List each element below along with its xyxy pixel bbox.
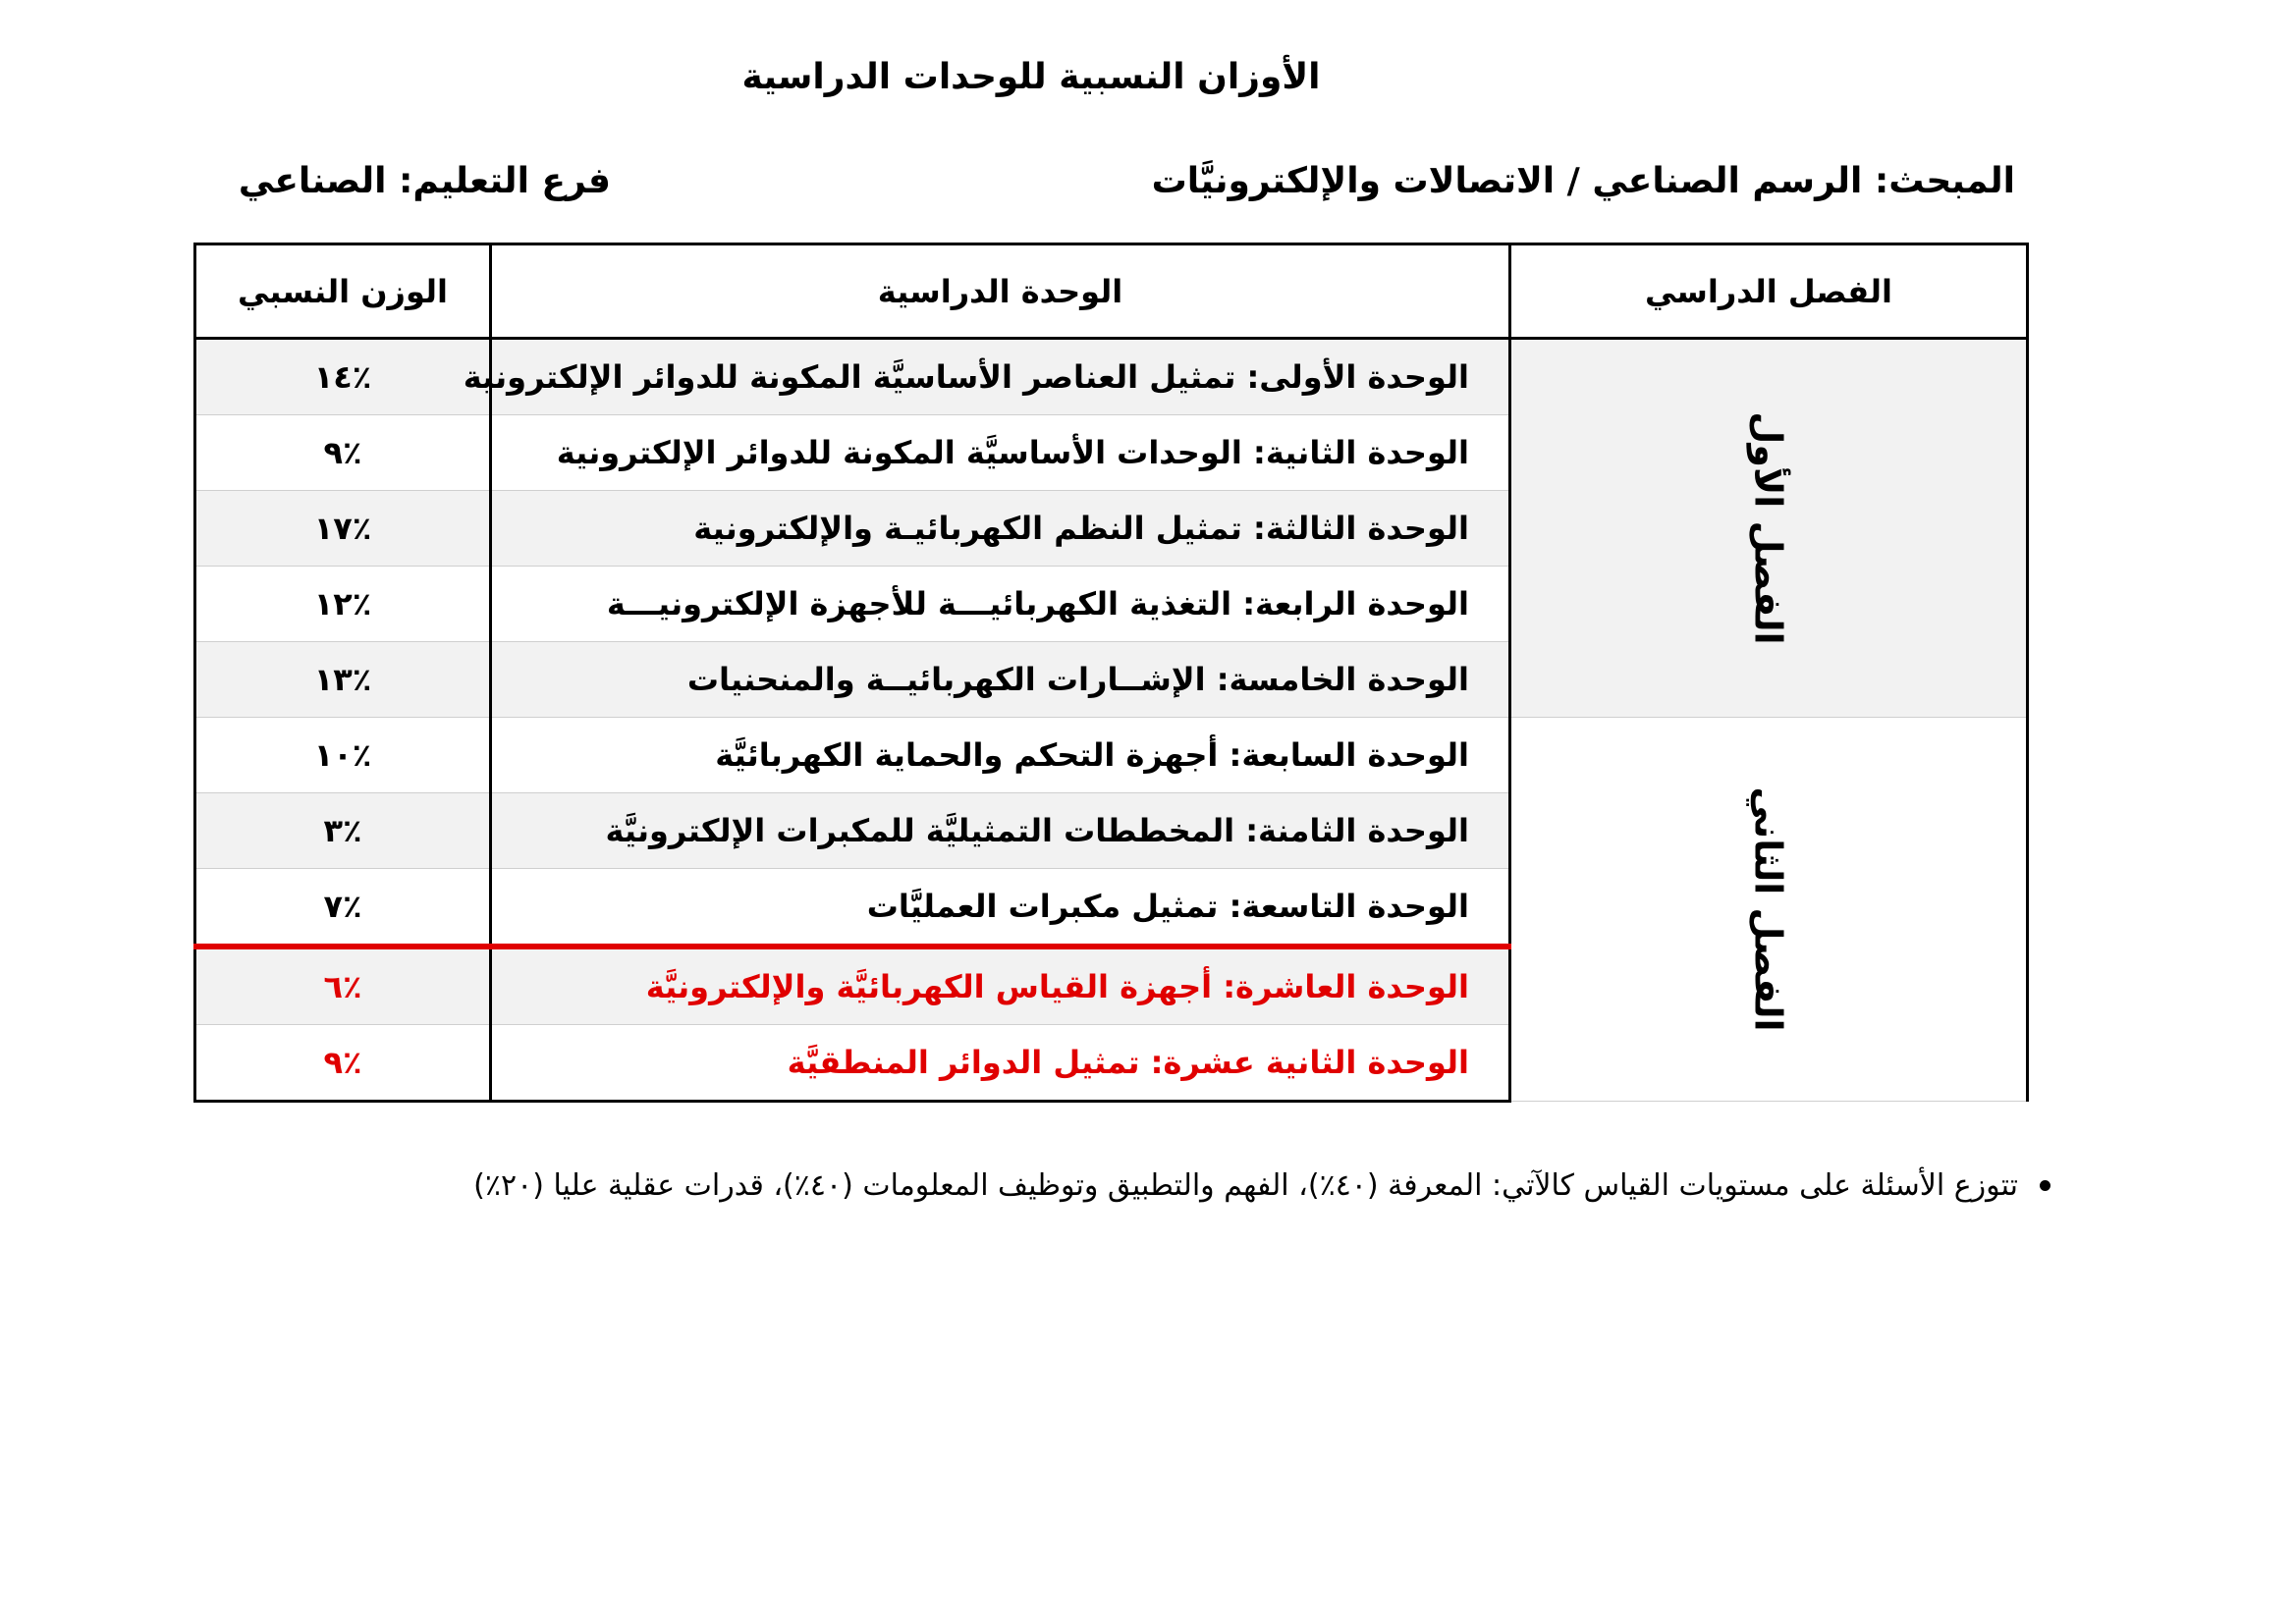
assessment-note bbox=[473, 1168, 2050, 1203]
branch-label: فرع التعليم: الصناعي bbox=[238, 161, 611, 201]
semester-cell-first bbox=[1510, 339, 2028, 718]
weight-cell: ٪١٣ bbox=[195, 642, 491, 718]
table-header-row bbox=[195, 244, 2028, 339]
unit-cell: الوحدة العاشرة: أجهزة القياس الكهربائيَّة والإلكترونيَّة bbox=[491, 947, 1510, 1025]
weights-table bbox=[193, 243, 2029, 1103]
weight-cell: ٪٩ bbox=[195, 1025, 491, 1102]
weight-cell: ٪١٤ bbox=[195, 339, 491, 415]
document-title: الأوزان النسبية للوحدات الدراسية bbox=[741, 57, 1321, 97]
weight-cell: ٪١٠ bbox=[195, 718, 491, 793]
weight-cell: ٪١٧ bbox=[195, 491, 491, 567]
semester-label-second: الفصل الثاني bbox=[1747, 786, 1790, 1032]
subject-label: المبحث: الرسم الصناعي / الاتصالات والإلكترونيَّات bbox=[1151, 161, 2015, 201]
weight-cell: ٪٩ bbox=[195, 415, 491, 491]
semester-cell-second bbox=[1510, 718, 2028, 1102]
bullet-icon bbox=[2040, 1180, 2050, 1191]
header-semester: الفصل الدراسي bbox=[1510, 244, 2028, 339]
semester-label-first: الفصل الأول bbox=[1747, 411, 1790, 645]
weight-cell: ٪٦ bbox=[195, 947, 491, 1025]
unit-cell: الوحدة الثانية: الوحدات الأساسيَّة المكونة للدوائر الإلكترونية bbox=[491, 415, 1510, 491]
unit-cell: الوحدة الثالثة: تمثيل النظم الكهربائيـة والإلكترونية bbox=[491, 491, 1510, 567]
unit-cell: الوحدة الخامسة: الإشــارات الكهربائيــة والمنحنيات bbox=[491, 642, 1510, 718]
weight-cell: ٪١٢ bbox=[195, 567, 491, 642]
unit-cell: الوحدة الرابعة: التغذية الكهربائيـــة للأجهزة الإلكترونيـــة bbox=[491, 567, 1510, 642]
unit-cell: الوحدة التاسعة: تمثيل مكبرات العمليَّات bbox=[491, 869, 1510, 947]
unit-cell: الوحدة السابعة: أجهزة التحكم والحماية الكهربائيَّة bbox=[491, 718, 1510, 793]
unit-cell: الوحدة الأولى: تمثيل العناصر الأساسيَّة المكونة للدوائر الإلكترونية bbox=[491, 339, 1510, 415]
weight-cell: ٪٣ bbox=[195, 793, 491, 869]
unit-cell: الوحدة الثامنة: المخططات التمثيليَّة للمكبرات الإلكترونيَّة bbox=[491, 793, 1510, 869]
weight-cell: ٪٧ bbox=[195, 869, 491, 947]
table-row bbox=[195, 718, 2028, 793]
unit-cell: الوحدة الثانية عشرة: تمثيل الدوائر المنطقيَّة bbox=[491, 1025, 1510, 1102]
header-unit: الوحدة الدراسية bbox=[491, 244, 1510, 339]
table-row bbox=[195, 339, 2028, 415]
header-weight: الوزن النسبي bbox=[195, 244, 491, 339]
assessment-note-text: تتوزع الأسئلة على مستويات القياس كالآتي: المعرفة (٤٠٪)، الفهم والتطبيق وتوظيف المعلومات (٤٠٪)، قدرات عقلية عليا (٢٠٪) bbox=[473, 1168, 2018, 1203]
